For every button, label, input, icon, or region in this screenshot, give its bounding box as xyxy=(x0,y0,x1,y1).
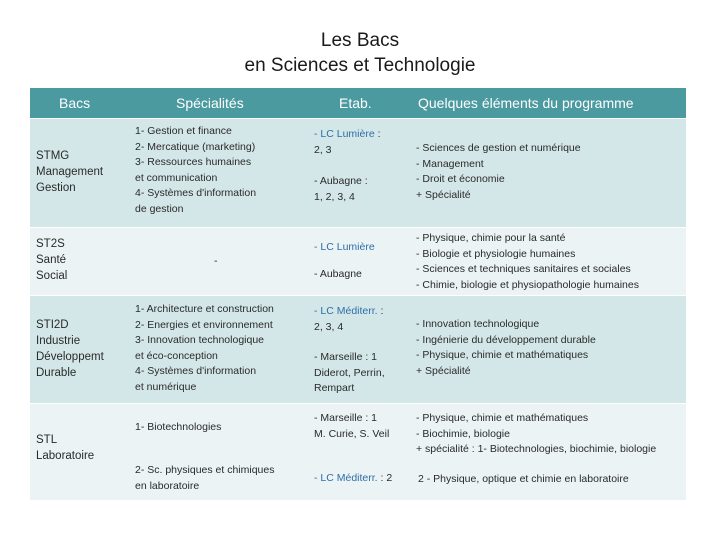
bac-name: STI2D Industrie Développemt Durable xyxy=(36,319,104,379)
lycee-link: - LC Méditerr. xyxy=(314,472,378,484)
etab-entry xyxy=(314,240,375,256)
header-etab: Etab. xyxy=(339,95,372,111)
etab-entry: - Marseille : 1 Diderot, Perrin, Rempart xyxy=(314,351,385,394)
etab-entry: - LC Méditerr. : 2 xyxy=(314,472,393,484)
etab-entry: - Aubagne : 1, 2, 3, 4 xyxy=(314,175,368,203)
bac-name: STMG Management Gestion xyxy=(36,150,104,194)
header-programme: Quelques éléments du programme xyxy=(418,95,634,111)
programme-list: - Innovation technologique - Ingénierie du développement durable - Physique, chimie et mathématiques + Spécialité xyxy=(416,318,596,377)
table-row xyxy=(30,227,686,295)
lycee-link: - LC Lumière xyxy=(314,241,375,253)
row-divider xyxy=(30,403,686,404)
lycee-link: - LC Méditerr. xyxy=(314,305,378,317)
specialites-list: 1- Gestion et finance 2- Mercatique (marketing) 3- Ressources humaines et communication 4- Systèmes d'information de gestion xyxy=(135,125,257,215)
table-row xyxy=(30,403,686,500)
title-line-1: Les Bacs xyxy=(320,30,400,51)
etab-entry: - Marseille : 1 M. Curie, S. Veil xyxy=(314,412,390,440)
row-divider xyxy=(30,118,686,119)
specialite-item: 2- Sc. physiques et chimiques en laboratoire xyxy=(135,464,275,492)
table-header xyxy=(30,88,686,118)
header-specialites: Spécialités xyxy=(176,95,244,111)
bac-name: ST2S Santé Social xyxy=(36,238,68,282)
etab-entry: - Aubagne xyxy=(314,268,362,280)
row-divider xyxy=(30,295,686,296)
header-bacs: Bacs xyxy=(59,95,91,111)
programme-item: 2 - Physique, optique et chimie en laboratoire xyxy=(418,473,629,485)
specialites-none: - xyxy=(214,255,218,267)
table-row xyxy=(30,118,686,227)
etab-entry: - LC Lumière : 2, 3 xyxy=(314,128,381,156)
table-row xyxy=(30,295,686,403)
row-divider xyxy=(30,227,686,228)
etab-entry: - LC Méditerr. : 2, 3, 4 xyxy=(314,305,384,333)
lycee-link: - LC Lumière xyxy=(314,128,375,140)
page-title xyxy=(0,28,720,78)
specialites-list: 1- Architecture et construction 2- Energies et environnement 3- Innovation technologique et éco-conception 4- Systèmes d'information et numérique xyxy=(135,303,274,393)
programme-list: - Sciences de gestion et numérique - Management - Droit et économie + Spécialité xyxy=(416,142,581,201)
bac-name: STL Laboratoire xyxy=(36,434,95,462)
programme-list: - Physique, chimie et mathématiques - Biochimie, biologie + spécialité : 1- Biotechnologies, biochimie, biologie xyxy=(416,412,657,455)
specialite-item: 1- Biotechnologies xyxy=(135,421,222,433)
programme-list: - Physique, chimie pour la santé - Biologie et physiologie humaines - Sciences et techniques sanitaires et sociales - Chimie, biologie et physiopathologie humaines xyxy=(416,232,639,291)
title-line-2: en Sciences et Technologie xyxy=(244,55,476,76)
